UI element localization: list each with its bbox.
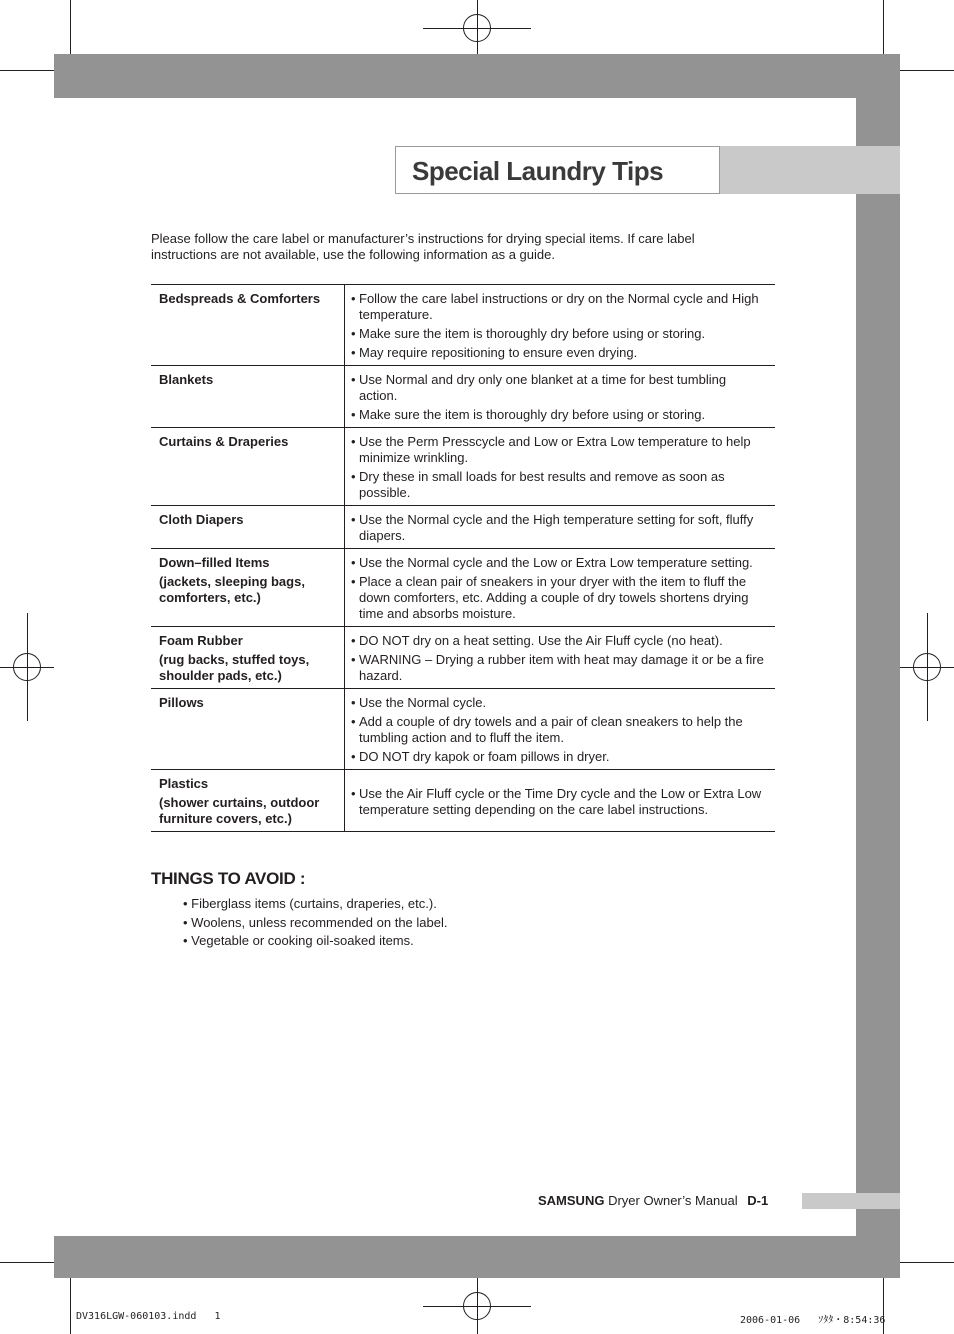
footer-brand: SAMSUNG [538,1193,605,1208]
tips-cell [345,549,776,627]
laundry-tips-table [151,284,775,832]
table-row [151,366,775,428]
item-name: Down–filled Items [159,555,270,570]
page-footer [538,1193,768,1208]
crop-mark [883,0,884,54]
tips-cell [345,428,776,506]
item-cell [151,689,345,770]
item-cell [151,549,345,627]
item-name: Blankets [159,372,214,387]
print-slug-date: 2006-01-06 ｿﾀﾀ・8:54:36 [740,1315,886,1326]
registration-mark-circle [463,1292,491,1320]
registration-mark-circle [913,653,941,681]
bottom-gray-band [54,1236,900,1278]
item-cell [151,428,345,506]
page-title-box [395,146,720,194]
things-to-avoid-list [183,895,447,951]
tip-bullet: • Make sure the item is thoroughly dry before using or storing. [351,407,767,423]
table-row [151,549,775,627]
item-name: Cloth Diapers [159,512,244,527]
table-row [151,285,775,366]
registration-mark-circle [463,14,491,42]
page-number: D-1 [747,1193,769,1208]
item-cell [151,506,345,549]
item-examples: (shower curtains, outdoor furniture covers, etc.) [159,795,320,826]
things-to-avoid-heading: THINGS TO AVOID : [151,869,306,888]
right-gray-band [856,54,900,1278]
crop-mark [900,1262,954,1263]
table-row [151,689,775,770]
tip-bullet: • Use the Air Fluff cycle or the Time Dry cycle and the Low or Extra Low temperature setting depending on the care label instructions. [351,786,767,818]
table-row [151,428,775,506]
item-examples: (jackets, sleeping bags, comforters, etc.) [159,574,305,605]
item-cell [151,285,345,366]
item-name: Bedspreads & Comforters [159,291,321,306]
print-slug-file: DV316LGW-060103.indd 1 [76,1311,221,1322]
tip-bullet: • Place a clean pair of sneakers in your dryer with the item to fluff the down comforters, etc. Adding a couple of dry towels shortens drying time and absorbs moisture. [351,574,767,622]
avoid-item: • Woolens, unless recommended on the label. [183,914,447,933]
tips-cell [345,689,776,770]
tip-bullet: • Dry these in small loads for best results and remove as soon as possible. [351,469,767,501]
tip-bullet: • Use the Normal cycle and the High temperature setting for soft, fluffy diapers. [351,512,767,544]
item-name: Curtains & Draperies [159,434,289,449]
avoid-item: • Fiberglass items (curtains, draperies, etc.). [183,895,447,914]
item-name: Pillows [159,695,204,710]
crop-mark [900,70,954,71]
tips-cell [345,506,776,549]
tip-bullet: • Make sure the item is thoroughly dry before using or storing. [351,326,767,342]
table-row [151,770,775,832]
crop-mark [0,70,54,71]
top-gray-band [54,54,900,98]
tip-bullet: • Add a couple of dry towels and a pair of clean sneakers to help the tumbling action and to fluff the item. [351,714,767,746]
registration-mark-circle [13,653,41,681]
item-name: Foam Rubber [159,633,243,648]
item-cell [151,627,345,689]
crop-mark [70,0,71,54]
tip-bullet: • WARNING – Drying a rubber item with heat may damage it or be a fire hazard. [351,652,767,684]
tip-bullet: • May require repositioning to ensure even drying. [351,345,767,361]
item-cell [151,366,345,428]
page-title: Special Laundry Tips [412,156,664,186]
item-cell [151,770,345,832]
tip-bullet: • Follow the care label instructions or dry on the Normal cycle and High temperature. [351,291,767,323]
item-examples: (rug backs, stuffed toys, shoulder pads, etc.) [159,652,310,683]
intro-paragraph: Please follow the care label or manufacturer’s instructions for drying special items. If care label instructions are not available, use the following information as a guide. [151,231,695,262]
left-gray-band [54,54,70,98]
item-name: Plastics [159,776,209,791]
tips-cell [345,366,776,428]
tip-bullet: • Use the Normal cycle and the Low or Extra Low temperature setting. [351,555,767,571]
avoid-item: • Vegetable or cooking oil-soaked items. [183,932,447,951]
tips-cell [345,770,776,832]
tips-cell [345,627,776,689]
footer-accent-bar [802,1193,900,1209]
tip-bullet: • Use the Perm Presscycle and Low or Extra Low temperature to help minimize wrinkling. [351,434,767,466]
tip-bullet: • DO NOT dry on a heat setting. Use the Air Fluff cycle (no heat). [351,633,767,649]
title-accent-bar [720,146,900,194]
tip-bullet: • DO NOT dry kapok or foam pillows in dryer. [351,749,767,765]
footer-manual-title: Dryer Owner’s Manual [608,1193,738,1208]
table-row [151,627,775,689]
table-row [151,506,775,549]
crop-mark [70,1278,71,1334]
tip-bullet: • Use Normal and dry only one blanket at a time for best tumbling action. [351,372,767,404]
crop-mark [0,1262,54,1263]
tips-cell [345,285,776,366]
tip-bullet: • Use the Normal cycle. [351,695,767,711]
